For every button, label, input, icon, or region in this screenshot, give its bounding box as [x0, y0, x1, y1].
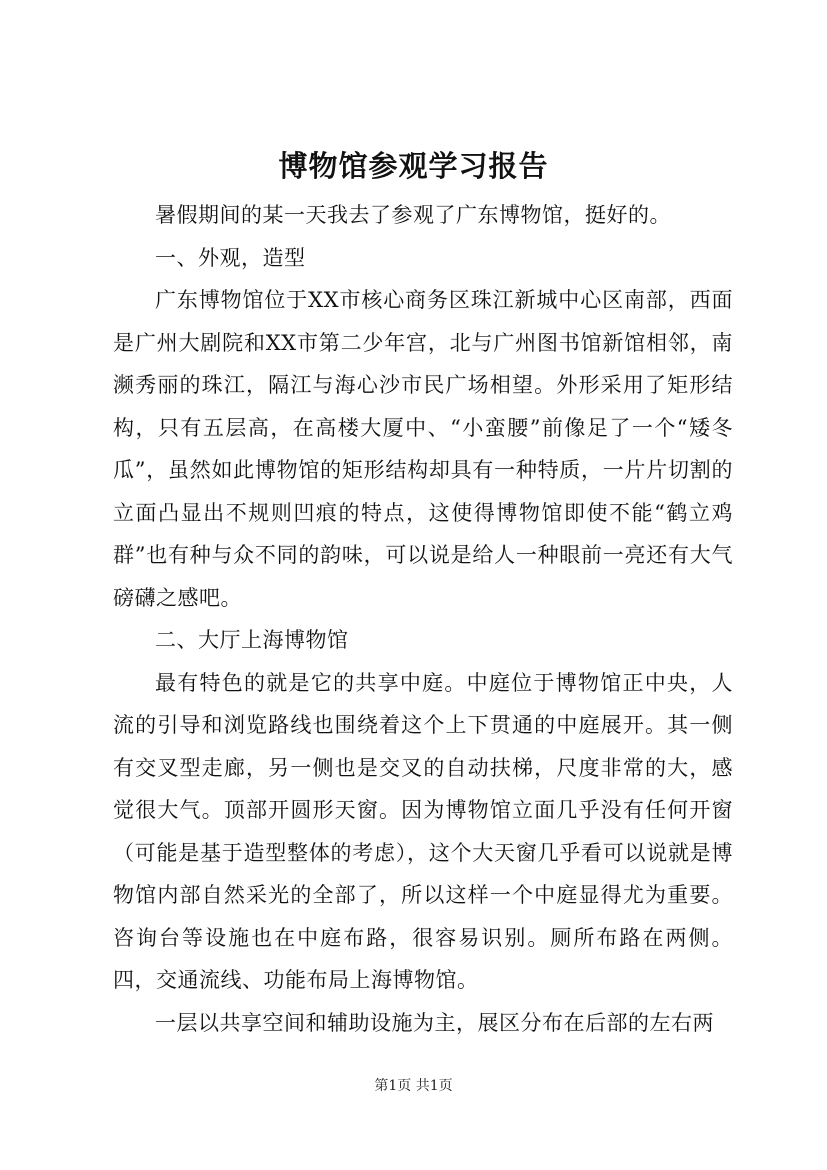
page-number-footer: 第1页 共1页 — [374, 1078, 453, 1094]
paragraph-intro: 暑假期间的某一天我去了参观了广东博物馆，挺好的。 — [155, 203, 671, 227]
document-title: 博物馆参观学习报告 — [278, 149, 549, 183]
paragraph-layout: 一层以共享空间和辅助设施为主，展区分布在后部的左右两 — [155, 1010, 714, 1035]
section-heading-appearance: 一、外观，造型 — [155, 245, 306, 270]
paragraph-appearance: 广东博物馆位于XX市核心商务区珠江新城中心区南部，西面是广州大剧院和XX市第二少年宫，北与广州图书馆新馆相邻，南濒秀丽的珠江，隔江与海心沙市民广场相望。外形采用了矩形结构，只有五层高，在高楼大厦中、“小蛮腰”前像足了一个“矮冬瓜”，虽然如此博物馆的矩形结构却具有一种特质，一片片切割的立面凸显出不规则凹痕的特点，这使得博物馆即使不能“鹤立鸡群”也有种与众不同的韵味，可以说是给人一种眼前一亮还有大气磅礴之感吧。 — [113, 288, 733, 610]
paragraph-hall: 最有特色的就是它的共享中庭。中庭位于博物馆正中央，人流的引导和浏览路线也围绕着这个上下贯通的中庭展开。其一侧有交叉型走廊，另一侧也是交叉的自动扶梯，尺度非常的大，感觉很大气。顶部开圆形天窗。因为博物馆立面几乎没有任何开窗（可能是基于造型整体的考虑），这个大天窗几乎看可以说就是博物馆内部自然采光的全部了，所以这样一个中庭显得尤为重要。咨询台等设施也在中庭布路，很容易识别。厕所布路在两侧。四，交通流线、功能布局上海博物馆。 — [113, 670, 733, 992]
document-body — [113, 194, 733, 1044]
section-heading-hall: 二、大厅上海博物馆 — [155, 628, 349, 652]
